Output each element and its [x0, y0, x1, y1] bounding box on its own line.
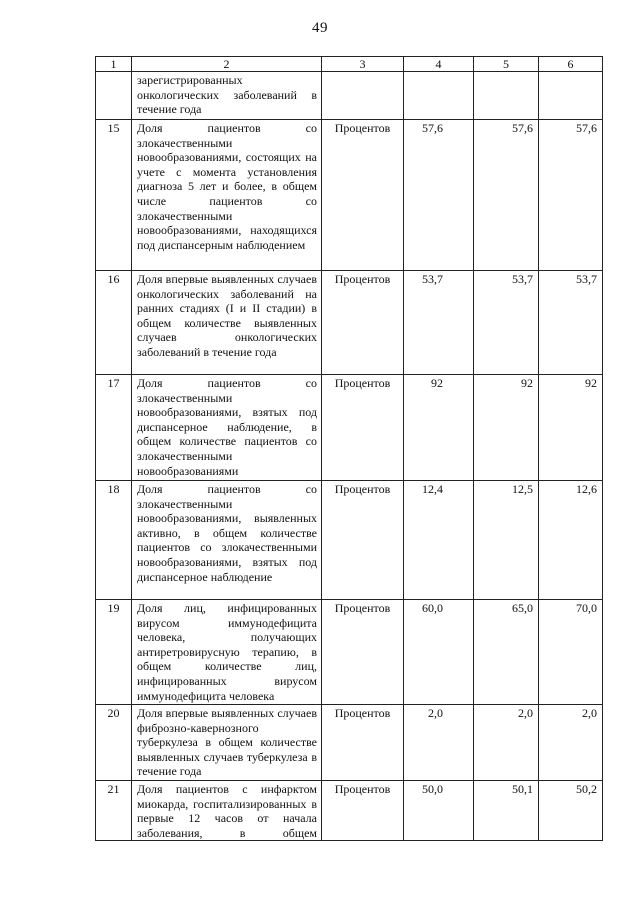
value-col-4 [404, 72, 474, 120]
unit-cell: Процентов [322, 705, 404, 781]
column-header: 4 [404, 57, 474, 72]
value-col-4: 57,6 [404, 120, 474, 271]
table-row [96, 481, 603, 600]
row-number: 15 [96, 120, 132, 271]
indicator-name: Доля лиц, инфицированных вирусом иммунодефицита человека, получающих антиретровирусную терапию, в общем количестве лиц, инфицированных вирусом иммунодефицита человека [132, 600, 322, 705]
indicator-name: Доля пациентов со злокачественными новообразованиями, состоящих на учете с момента установления диагноза 5 лет и более, в общем числе пациентов со злокачественными новообразованиями, находящихся под диспансерным наблюдением [132, 120, 322, 271]
unit-cell: Процентов [322, 271, 404, 375]
value-col-4: 2,0 [404, 705, 474, 781]
value-col-5: 65,0 [474, 600, 539, 705]
table-row [96, 72, 603, 120]
table-row [96, 705, 603, 781]
value-col-6: 53,7 [539, 271, 603, 375]
value-col-4: 92 [404, 375, 474, 481]
table-header-row [96, 57, 603, 72]
row-number [96, 72, 132, 120]
unit-cell: Процентов [322, 600, 404, 705]
value-col-6: 50,2 [539, 781, 603, 841]
indicator-name: Доля впервые выявленных случаев фиброзно-кавернозного туберкулеза в общем количестве выявленных случаев туберкулеза в течение года [132, 705, 322, 781]
unit-cell [322, 72, 404, 120]
value-col-4: 50,0 [404, 781, 474, 841]
column-header: 6 [539, 57, 603, 72]
row-number: 18 [96, 481, 132, 600]
value-col-6: 57,6 [539, 120, 603, 271]
value-col-4: 60,0 [404, 600, 474, 705]
row-number: 19 [96, 600, 132, 705]
value-col-5: 12,5 [474, 481, 539, 600]
value-col-5: 92 [474, 375, 539, 481]
column-header: 5 [474, 57, 539, 72]
indicators-table [95, 56, 603, 841]
value-col-5 [474, 72, 539, 120]
indicator-name: зарегистрированных онкологических заболеваний в течение года [132, 72, 322, 120]
value-col-6: 2,0 [539, 705, 603, 781]
table-row [96, 271, 603, 375]
indicator-name: Доля впервые выявленных случаев онкологических заболеваний на ранних стадиях (I и II стадии) в общем количестве выявленных случаев онкологических заболеваний в течение года [132, 271, 322, 375]
page-number: 49 [312, 20, 328, 36]
table-row [96, 600, 603, 705]
indicator-name: Доля пациентов с инфарктом миокарда, госпитализированных в первые 12 часов от начала заболевания, в общем [132, 781, 322, 841]
unit-cell: Процентов [322, 120, 404, 271]
column-header: 3 [322, 57, 404, 72]
value-col-6: 92 [539, 375, 603, 481]
row-number: 17 [96, 375, 132, 481]
value-col-5: 50,1 [474, 781, 539, 841]
value-col-6: 70,0 [539, 600, 603, 705]
table-row [96, 781, 603, 841]
table-row [96, 120, 603, 271]
indicator-name: Доля пациентов со злокачественными новообразованиями, взятых под диспансерное наблюдение, в общем количестве пациентов со злокачественными новообразованиями [132, 375, 322, 481]
value-col-5: 2,0 [474, 705, 539, 781]
value-col-4: 53,7 [404, 271, 474, 375]
column-header: 2 [132, 57, 322, 72]
value-col-6: 12,6 [539, 481, 603, 600]
table-row [96, 375, 603, 481]
row-number: 16 [96, 271, 132, 375]
indicator-name: Доля пациентов со злокачественными новообразованиями, выявленных активно, в общем количестве пациентов со злокачественными новообразованиями, взятых под диспансерное наблюдение [132, 481, 322, 600]
unit-cell: Процентов [322, 375, 404, 481]
value-col-5: 53,7 [474, 271, 539, 375]
row-number: 21 [96, 781, 132, 841]
column-header: 1 [96, 57, 132, 72]
unit-cell: Процентов [322, 481, 404, 600]
value-col-5: 57,6 [474, 120, 539, 271]
value-col-4: 12,4 [404, 481, 474, 600]
row-number: 20 [96, 705, 132, 781]
unit-cell: Процентов [322, 781, 404, 841]
value-col-6 [539, 72, 603, 120]
